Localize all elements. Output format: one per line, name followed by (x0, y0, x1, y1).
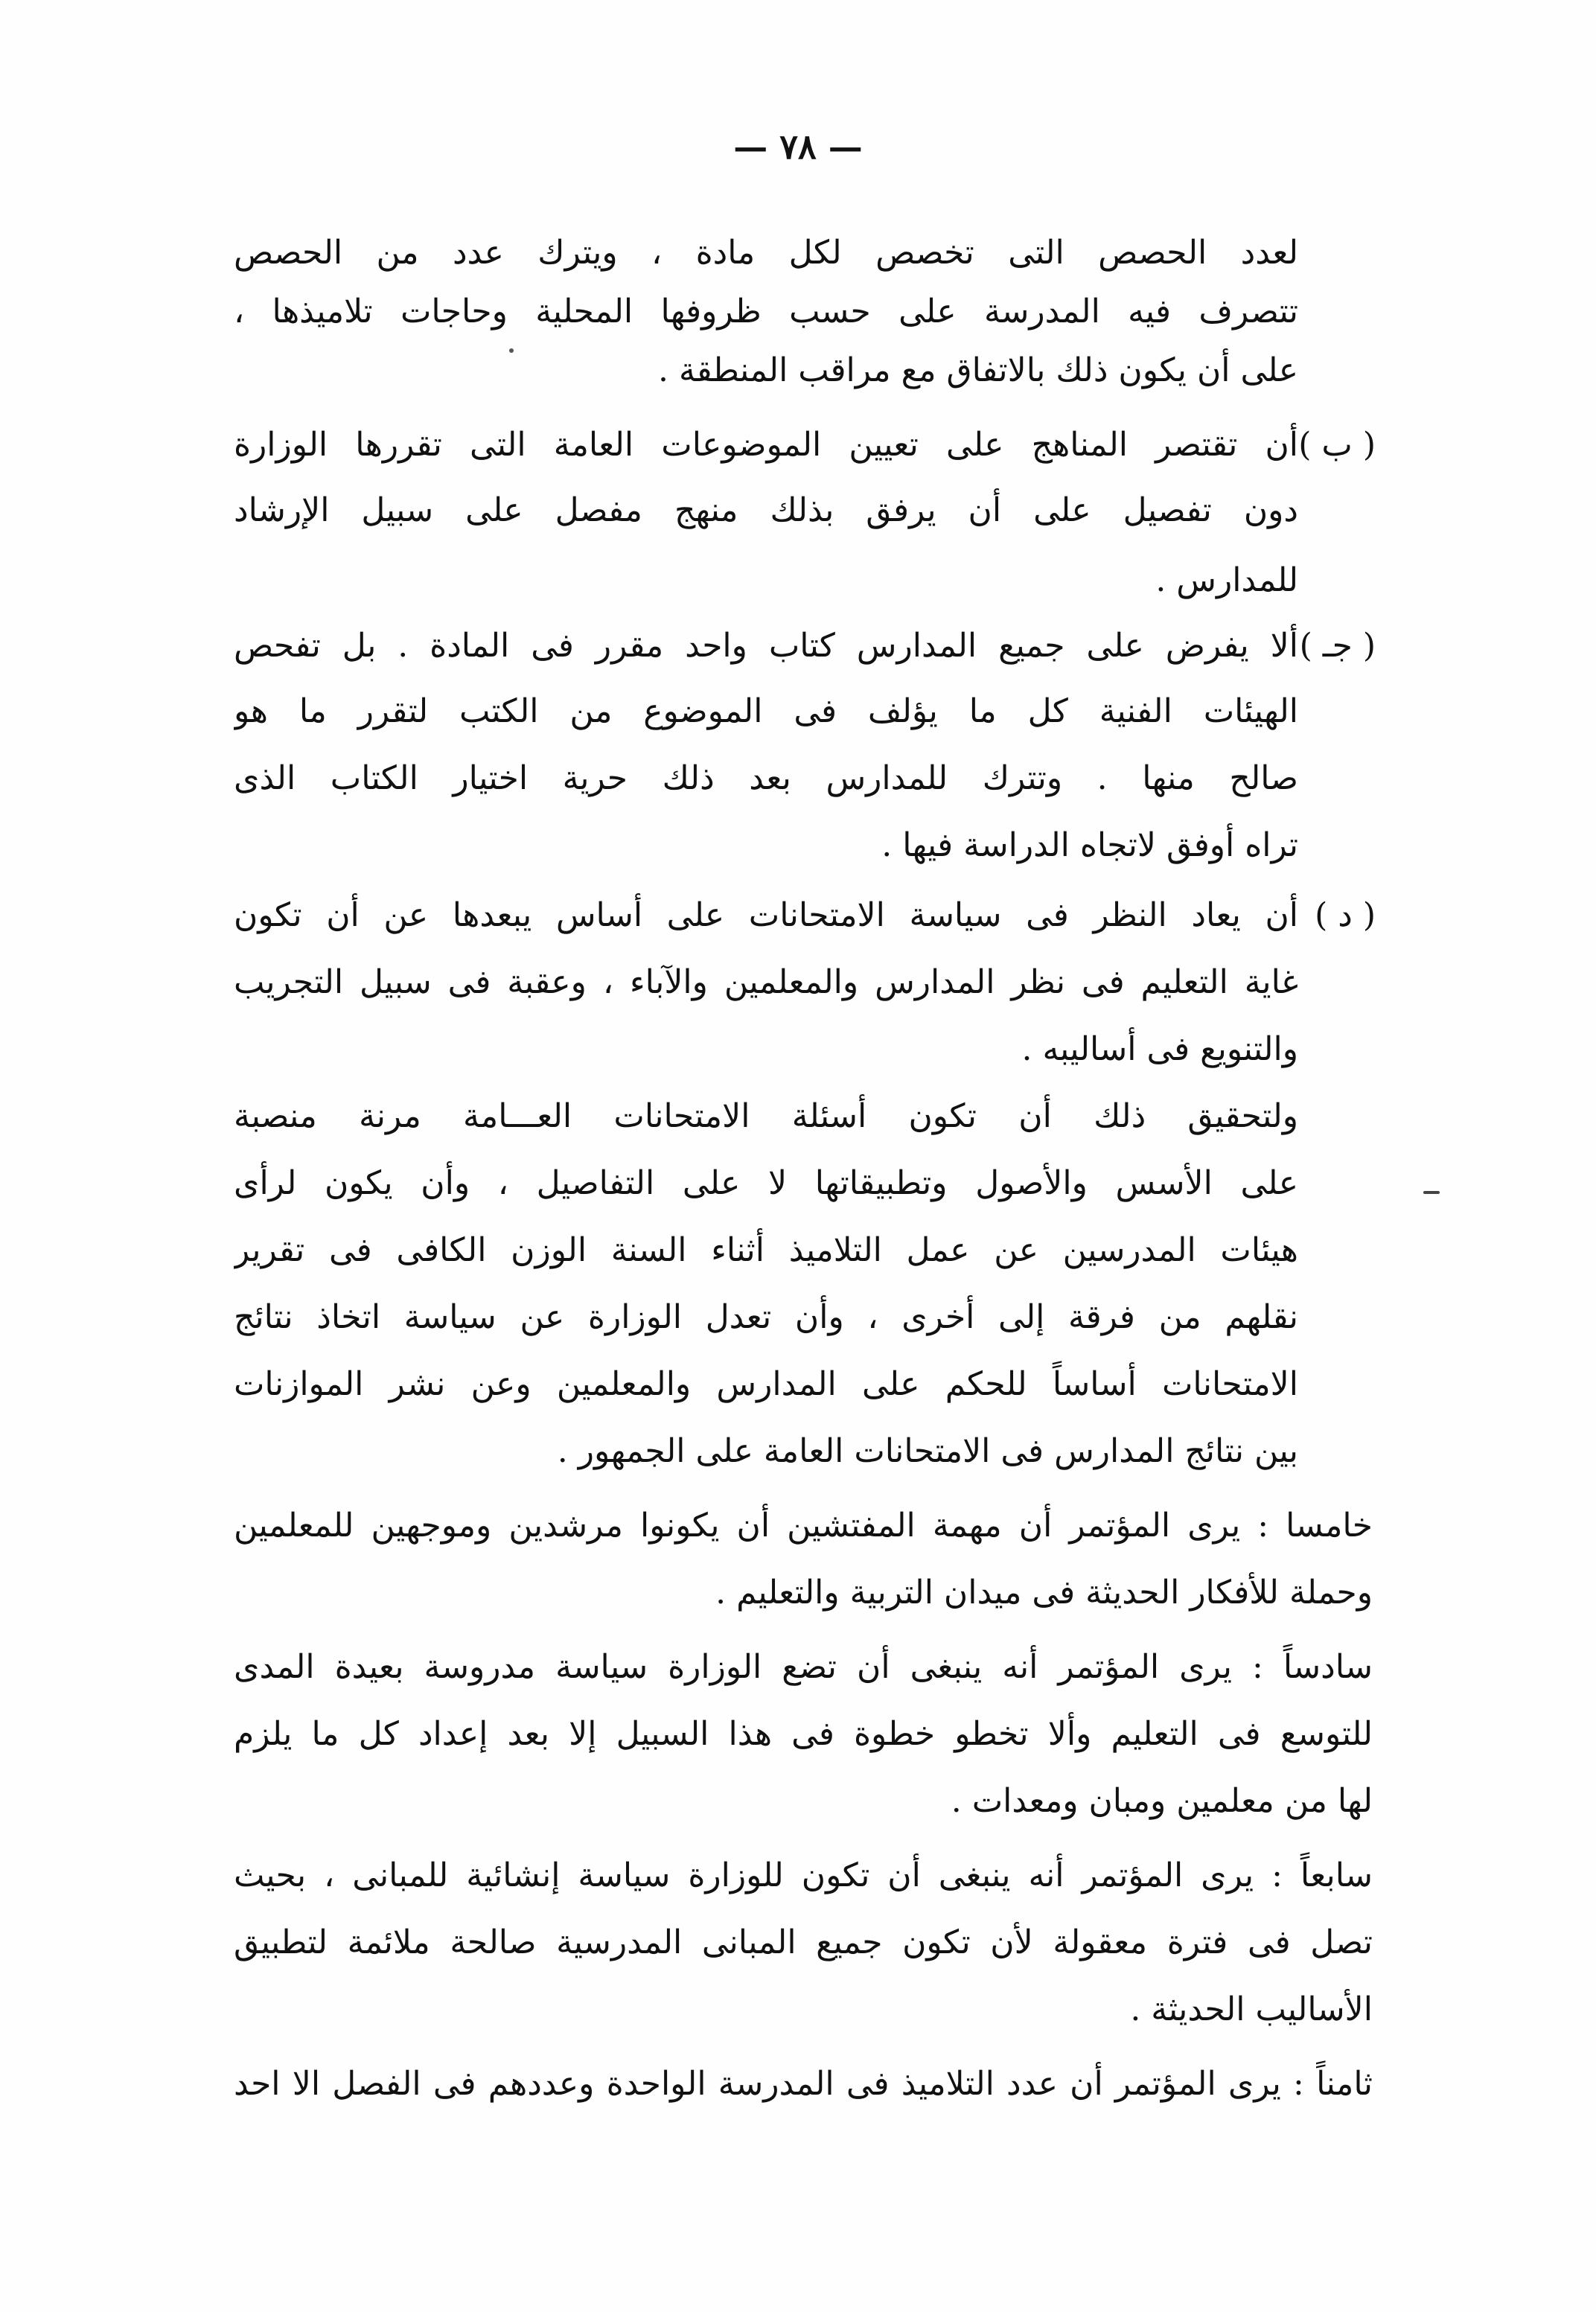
text-line: للمدارس . (1155, 561, 1298, 599)
text-line: للتوسع فى التعليم وألا تخطو خطوة فى هذا السبيل إلا بعد إعداد كل ما يلزم (234, 1715, 1373, 1753)
text-line: الأساليب الحديثة . (1130, 1990, 1373, 2028)
text-line: على أن يكون ذلك بالاتفاق مع مراقب المنطقة . (658, 351, 1298, 389)
page-number: — ٧٨ — (733, 127, 863, 167)
text-line: تراه أوفق لاتجاه الدراسة فيها . (881, 826, 1298, 864)
text-line: ولتحقيق ذلك أن تكون أسئلة الامتحانات العـــامة مرنة منصبة (234, 1097, 1298, 1135)
text-line: على الأسس والأصول وتطبيقاتها لا على التفاصيل ، وأن يكون لرأى (234, 1164, 1298, 1202)
text-line: ثامناً : يرى المؤتمر أن عدد التلاميذ فى المدرسة الواحدة وعددهم فى الفصل الا احد (234, 2065, 1373, 2103)
text-line: تصل فى فترة معقولة لأن تكون جميع المبانى المدرسية صالحة ملائمة لتطبيق (234, 1923, 1373, 1961)
text-line: سادساً : يرى المؤتمر أنه ينبغى أن تضع الوزارة سياسة مدروسة بعيدة المدى (234, 1648, 1373, 1686)
text-line: بين نتائج المدارس فى الامتحانات العامة على الجمهور . (557, 1432, 1298, 1470)
text-line: خامسا : يرى المؤتمر أن مهمة المفتشين أن يكونوا مرشدين وموجهين للمعلمين (234, 1507, 1373, 1545)
text-line: أن تقتصر المناهج على تعيين الموضوعات العامة التى تقررها الوزارة (234, 426, 1298, 464)
text-line: صالح منها . وتترك للمدارس بعد ذلك حرية اختيار الكتاب الذى (234, 759, 1298, 797)
text-line: غاية التعليم فى نظر المدارس والمعلمين والآباء ، وعقبة فى سبيل التجريب (234, 963, 1298, 1001)
text-line: تتصرف فيه المدرسة على حسب ظروفها المحلية وحاجات تلاميذها ، (234, 293, 1298, 330)
margin-mark (1423, 1191, 1440, 1194)
text-line: ألا يفرض على جميع المدارس كتاب واحد مقرر فى المادة . بل تفحص (234, 627, 1298, 665)
item-marker-j: ( جـ ) (1299, 627, 1376, 665)
text-line: وحملة للأفكار الحديثة فى ميدان التربية والتعليم . (715, 1574, 1373, 1612)
text-line: نقلهم من فرقة إلى أخرى ، وأن تعدل الوزارة عن سياسة اتخاذ نتائج (234, 1298, 1298, 1336)
text-line: دون تفصيل على أن يرفق بذلك منهج مفصل على سبيل الإرشاد (234, 491, 1298, 529)
text-line: أن يعاد النظر فى سياسة الامتحانات على أساس يبعدها عن أن تكون (234, 896, 1298, 934)
text-line: سابعاً : يرى المؤتمر أنه ينبغى أن تكون للوزارة سياسة إنشائية للمبانى ، بحيث (234, 1856, 1373, 1894)
text-line: الامتحانات أساساً للحكم على المدارس والمعلمين وعن نشر الموازنات (234, 1365, 1298, 1403)
text-line: لعدد الحصص التى تخصص لكل مادة ، ويترك عدد من الحصص (234, 234, 1298, 272)
text-line: لها من معلمين ومبان ومعدات . (951, 1782, 1373, 1820)
item-marker-d: ( د ) (1315, 896, 1376, 934)
text-line: والتنويع فى أساليبه . (1021, 1030, 1298, 1068)
text-line: هيئات المدرسين عن عمل التلاميذ أثناء السنة الوزن الكافى فى تقرير (234, 1231, 1298, 1269)
item-marker-b: ( ب ) (1298, 426, 1376, 464)
text-line: الهيئات الفنية كل ما يؤلف فى الموضوع من الكتب لتقرر ما هو (234, 692, 1298, 730)
